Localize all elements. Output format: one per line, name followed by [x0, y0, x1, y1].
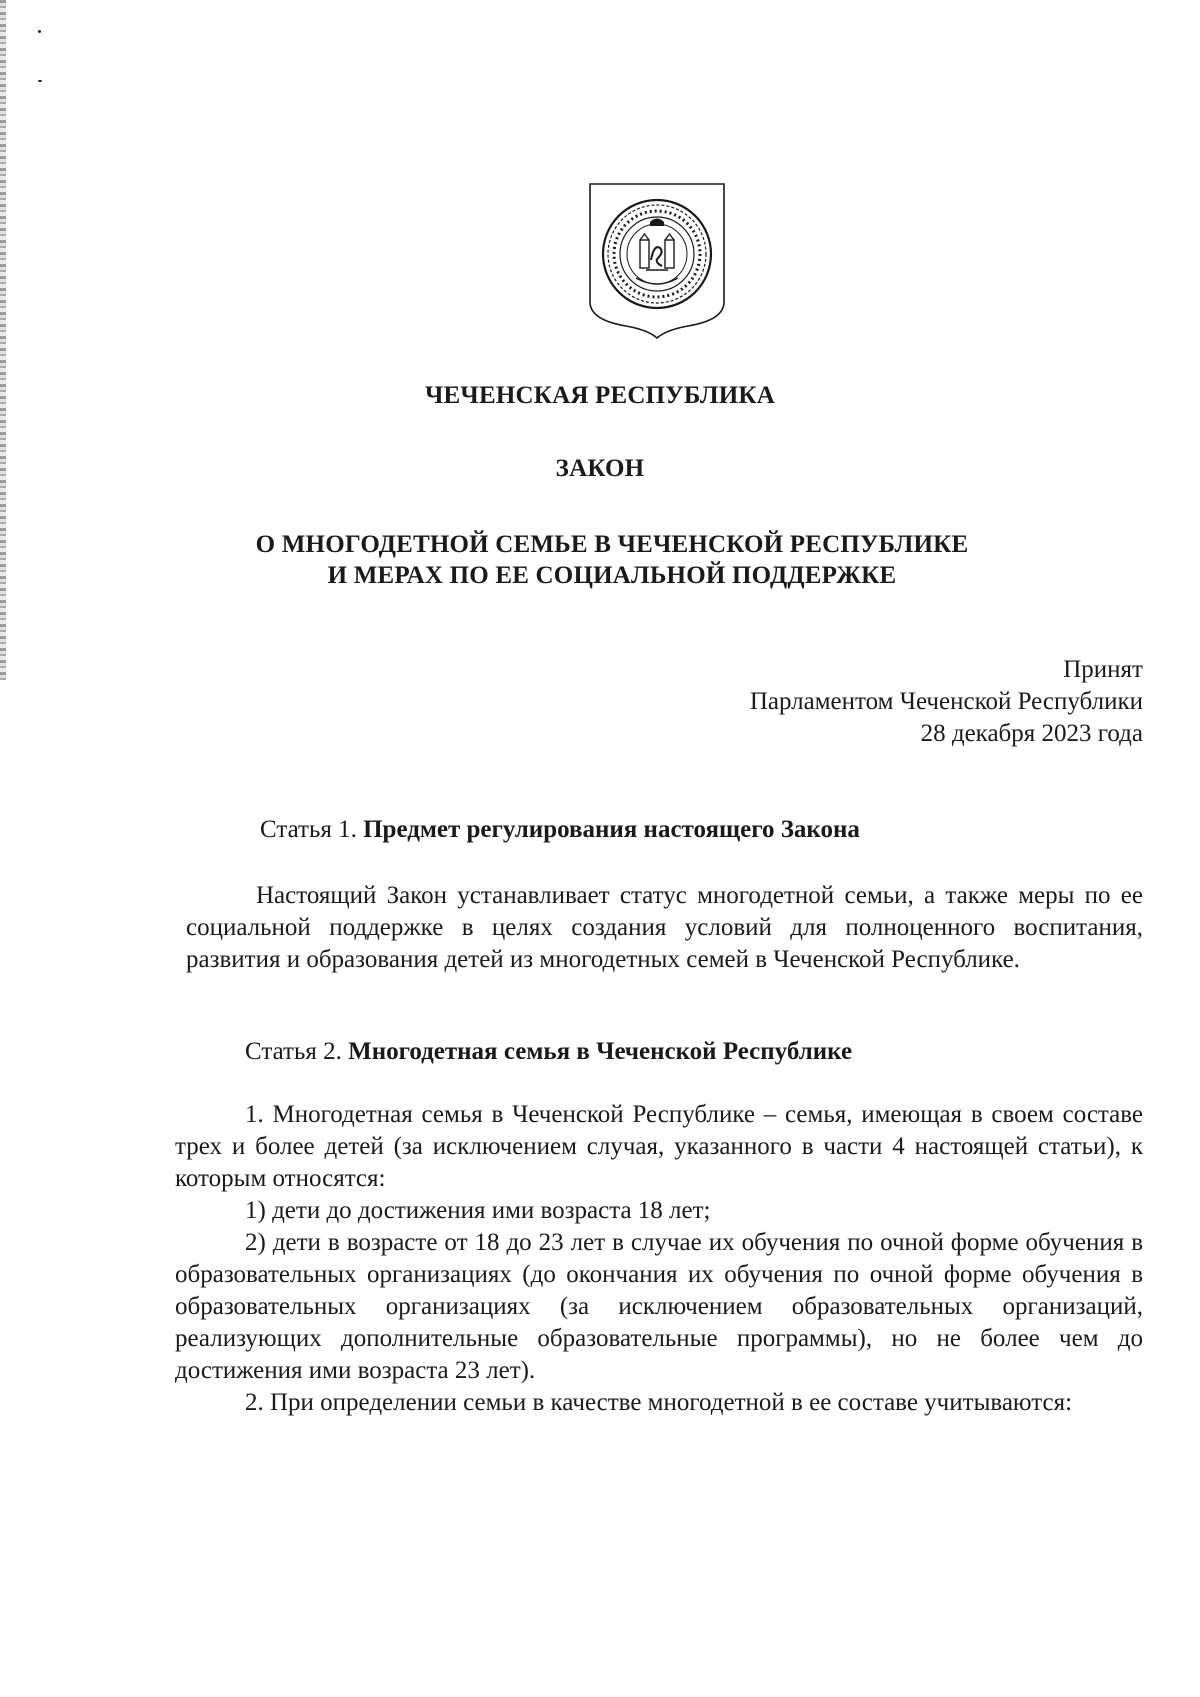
- article-1-heading: [260, 814, 860, 846]
- article-2-item-1: 1) дети до достижения ими возраста 18 лет;: [245, 1197, 711, 1224]
- article-2-item-2: 2) дети в возрасте от 18 до 23 лет в случае их обучения по очной форме обучения в образовательных организациях (до окончания их обучения по очной форме обучения в образовательных организациях (за исключением образовательных организаций, реализующих дополнительные образовательные программы), но не более чем до достижения ими возраста 23 лет).: [175, 1229, 1143, 1384]
- adoption-block: [750, 654, 1143, 750]
- region-heading: ЧЕЧЕНСКАЯ РЕСПУБЛИКА: [425, 382, 775, 409]
- law-title-line-1: О МНОГОДЕТНОЙ СЕМЬЕ В ЧЕЧЕНСКОЙ РЕСПУБЛИКЕ: [255, 531, 969, 558]
- adoption-line-2: Парламентом Чеченской Республики: [749, 688, 1143, 715]
- article-1-label: Статья 1.: [260, 816, 357, 843]
- article-1-text: Настоящий Закон устанавливает статус многодетной семьи, а также меры по ее социальной поддержке в целях создания условий для полноценного воспитания, развития и образования детей из многодетных семей в Чеченской Республике.: [186, 882, 1143, 973]
- article-2-heading: [245, 1036, 852, 1068]
- scan-speck: [38, 80, 42, 82]
- document-type-heading: ЗАКОН: [555, 455, 645, 482]
- scan-speck: [38, 30, 41, 33]
- adoption-line-1: Принят: [1063, 656, 1143, 683]
- adoption-date: 28 декабря 2023 года: [920, 720, 1143, 747]
- article-2-title: Многодетная семья в Чеченской Республике: [348, 1038, 853, 1065]
- article-2-part-2: 2. При определении семьи в качестве многодетной в ее составе учитываются:: [245, 1389, 1073, 1416]
- scan-edge-artifact: [0, 0, 6, 680]
- coat-of-arms-icon: [588, 182, 726, 340]
- article-1-title: Предмет регулирования настоящего Закона: [363, 816, 860, 843]
- article-2-label: Статья 2.: [245, 1038, 342, 1065]
- law-title-line-2: И МЕРАХ ПО ЕЕ СОЦИАЛЬНОЙ ПОДДЕРЖКЕ: [327, 562, 897, 589]
- article-2-part-1: 1. Многодетная семья в Чеченской Республике – семья, имеющая в своем составе трех и более детей (за исключением случая, указанного в части 4 настоящей статьи), к которым относятся:: [175, 1101, 1143, 1192]
